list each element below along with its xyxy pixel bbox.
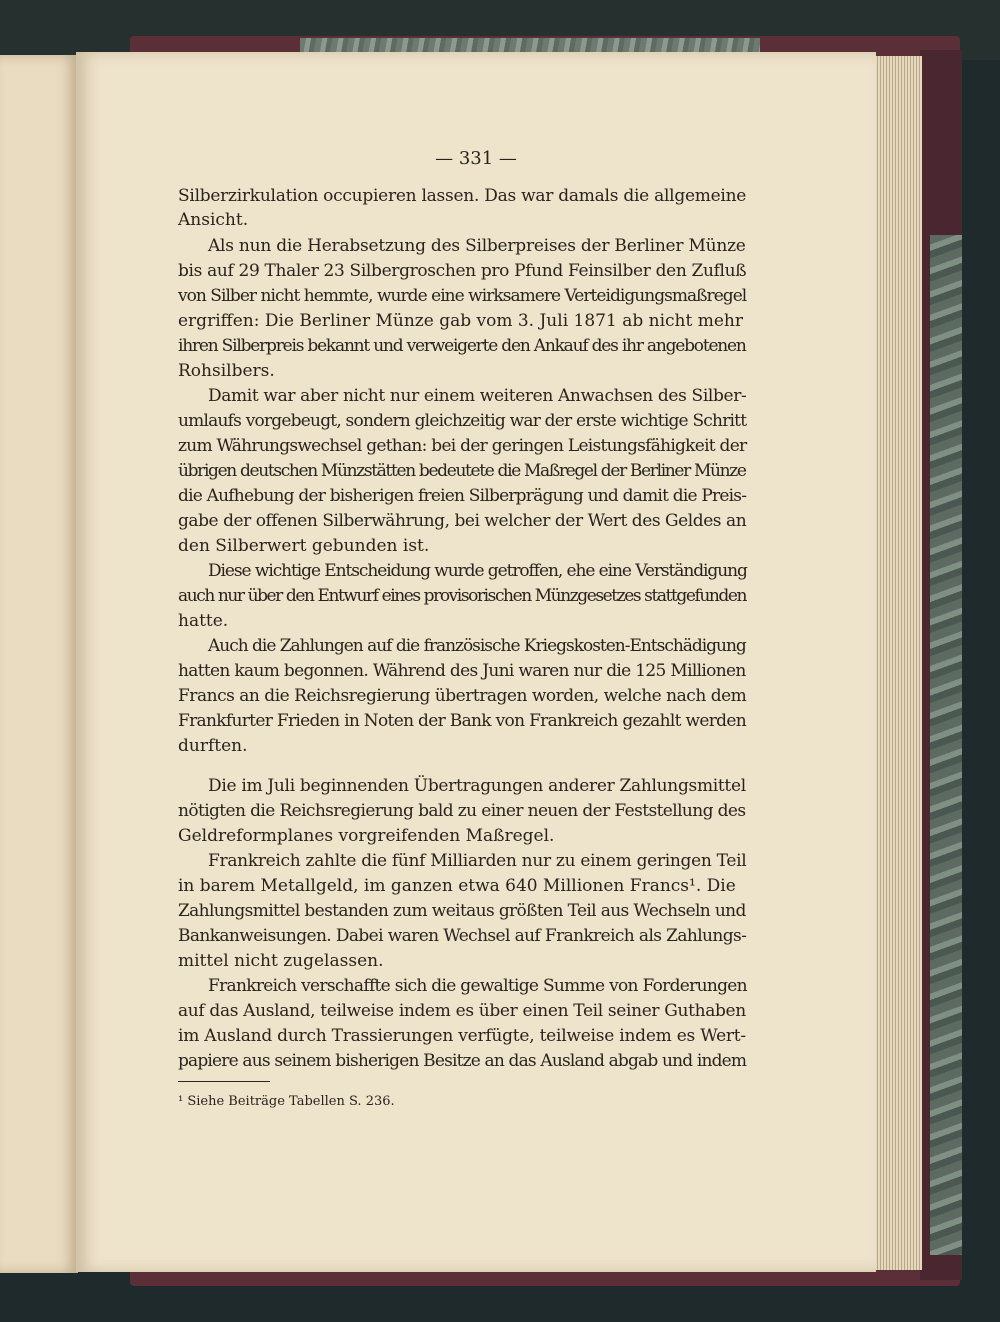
text-line: Zahlungsmittel bestanden zum weitaus größten Teil aus Wechseln und <box>178 901 746 921</box>
text-line: durften. <box>178 736 248 756</box>
text-line: Ansicht. <box>178 210 249 230</box>
text-line: mittel nicht zugelassen. <box>178 951 384 971</box>
text-line: übrigen deutschen Münzstätten bedeutete die Maßregel der Berliner Münze <box>178 461 746 481</box>
text-line: Damit war aber nicht nur einem weiteren Anwachsen des Silber- <box>208 386 747 406</box>
text-line: Silberzirkulation occupieren lassen. Das war damals die allgemeine <box>178 186 747 206</box>
left-page-edge <box>0 55 78 1273</box>
text-line: Die im Juli beginnenden Übertragungen anderer Zahlungsmittel <box>208 776 746 796</box>
text-line: hatten kaum begonnen. Während des Juni waren nur die 125 Millionen <box>178 661 746 681</box>
text-line: zum Währungswechsel gethan: bei der geringen Leistungsfähigkeit der <box>178 436 747 456</box>
text-line: Diese wichtige Entscheidung wurde getroffen, ehe eine Verständigung <box>208 561 747 581</box>
text-line: Bankanweisungen. Dabei waren Wechsel auf Frankreich als Zahlungs- <box>178 926 747 946</box>
text-line: papiere aus seinem bisherigen Besitze an das Ausland abgab und indem <box>178 1051 747 1071</box>
page-block-edges <box>872 56 922 1270</box>
text-line: ergriffen: Die Berliner Münze gab vom 3. Juli 1871 ab nicht mehr <box>178 311 743 331</box>
text-line: hatte. <box>178 611 229 631</box>
text-line: Geldreformplanes vorgreifenden Maßregel. <box>178 826 555 846</box>
text-line: ihren Silberpreis bekannt und verweigerte den Ankauf des ihr angebotenen <box>178 336 746 356</box>
text-line: den Silberwert gebunden ist. <box>178 536 430 556</box>
text-line: Frankreich verschaffte sich die gewaltige Summe von Forderungen <box>208 976 747 996</box>
text-line: auch nur über den Entwurf eines provisorischen Münzgesetzes stattgefunden <box>178 586 747 606</box>
text-line: in barem Metallgeld, im ganzen etwa 640 Millionen Francs¹. Die <box>178 876 736 896</box>
text-line: die Aufhebung der bisherigen freien Silberprägung und damit die Preis- <box>178 486 747 506</box>
text-line: von Silber nicht hemmte, wurde eine wirksamere Verteidigungsmaßregel <box>178 286 747 306</box>
footnote-rule <box>178 1081 270 1082</box>
text-line: Francs an die Reichsregierung übertragen worden, welche nach dem <box>178 686 747 706</box>
text-line: Rohsilbers. <box>178 361 275 381</box>
text-line: gabe der offenen Silberwährung, bei welcher der Wert des Geldes an <box>178 511 747 531</box>
page-number: — 331 — <box>435 148 517 169</box>
text-line: Frankfurter Frieden in Noten der Bank von Frankreich gezahlt werden <box>178 711 746 731</box>
footnote: ¹ Siehe Beiträge Tabellen S. 236. <box>178 1094 395 1109</box>
right-page <box>76 52 876 1272</box>
text-line: Frankreich zahlte die fünf Milliarden nur zu einem geringen Teil <box>208 851 747 871</box>
text-line: Als nun die Herabsetzung des Silberpreises der Berliner Münze <box>208 236 746 256</box>
marbled-spine-paper <box>930 235 962 1255</box>
text-line: nötigten die Reichsregierung bald zu einer neuen der Feststellung des <box>178 801 746 821</box>
text-line: bis auf 29 Thaler 23 Silbergroschen pro Pfund Feinsilber den Zufluß <box>178 261 747 281</box>
text-line: umlaufs vorgebeugt, sondern gleichzeitig war der erste wichtige Schritt <box>178 411 747 431</box>
text-line: auf das Ausland, teilweise indem es über einen Teil seiner Guthaben <box>178 1001 746 1021</box>
text-line: Auch die Zahlungen auf die französische Kriegskosten-Entschädigung <box>208 636 746 656</box>
text-line: im Ausland durch Trassierungen verfügte, teilweise indem es Wert- <box>178 1026 746 1046</box>
